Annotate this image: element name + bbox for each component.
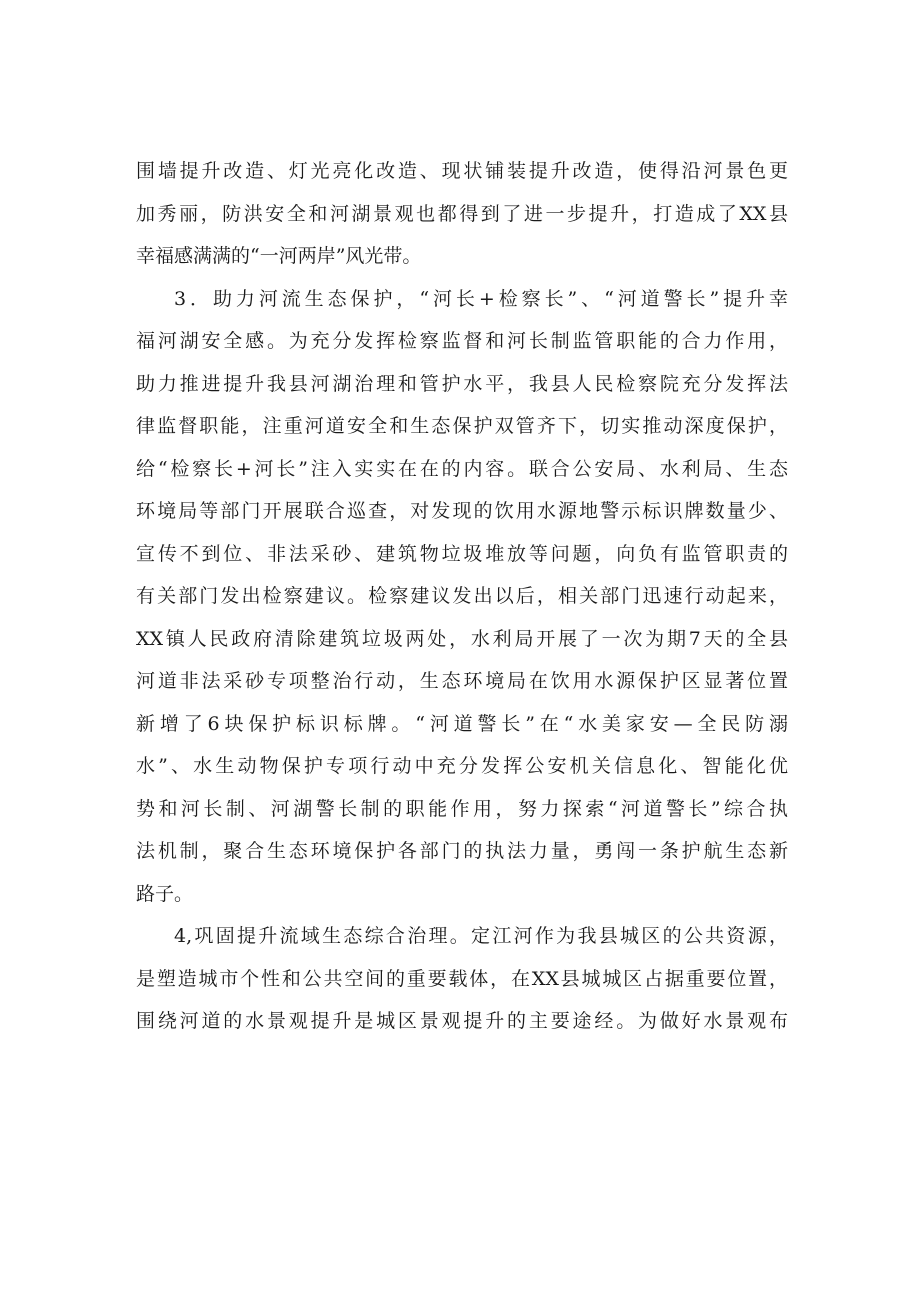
text-line: 水”、水生动物保护专项行动中充分发挥公安机关信息化、智能化优 (136, 755, 788, 777)
text-line: 势和河长制、河湖警长制的职能作用，努力探索“河道警长”综合执 (136, 797, 788, 820)
text-line: 加秀丽，防洪安全和河湖景观也都得到了进一步提升，打造成了XX县 (136, 202, 788, 225)
paragraph-item-3 (136, 278, 788, 916)
text-line: 路子。 (136, 882, 194, 905)
text-line: 是塑造城市个性和公共空间的重要载体，在XX县城城区占据重要位置， (136, 967, 788, 990)
text-line: 法机制，聚合生态环境保护各部门的执法力量，勇闯一条护航生态新 (136, 840, 788, 862)
paragraph-item-4 (136, 915, 788, 1043)
text-line: 给“检察长+河长”注入实实在在的内容。联合公安局、水利局、生态 (136, 457, 788, 480)
text-line: 河道非法采砂专项整治行动，生态环境局在饮用水源保护区显著位置 (136, 670, 788, 692)
text-line: 围绕河道的水景观提升是城区景观提升的主要途经。为做好水景观布 (136, 1010, 788, 1032)
paragraph-continuation (136, 150, 788, 278)
document-body (136, 150, 788, 1043)
text-line: 围墙提升改造、灯光亮化改造、现状铺装提升改造，使得沿河景色更 (136, 160, 788, 182)
text-line: 助力推进提升我县河湖治理和管护水平，我县人民检察院充分发挥法 (136, 372, 788, 395)
text-line: 新增了6块保护标识标牌。“河道警长”在“水美家安—全民防溺 (136, 712, 788, 735)
text-line: 幸福感满满的“一河两岸”风光带。 (136, 245, 422, 267)
text-line: 宣传不到位、非法采砂、建筑物垃圾堆放等问题，向负有监管职责的 (136, 542, 788, 565)
text-line: XX镇人民政府清除建筑垃圾两处，水利局开展了一次为期7天的全县 (136, 627, 788, 650)
text-line: 环境局等部门开展联合巡查，对发现的饮用水源地警示标识牌数量少、 (136, 500, 788, 522)
text-line: 4,巩固提升流域生态综合治理。定江河作为我县城区的公共资源， (174, 925, 788, 947)
text-line: 律监督职能，注重河道安全和生态保护双管齐下，切实推动深度保护， (136, 415, 788, 437)
text-line: 3．助力河流生态保护，“河长+检察长”、“河道警长”提升幸 (174, 287, 788, 310)
text-line: 有关部门发出检察建议。检察建议发出以后，相关部门迅速行动起来， (136, 585, 788, 607)
text-line: 福河湖安全感。为充分发挥检察监督和河长制监管职能的合力作用， (136, 330, 788, 352)
